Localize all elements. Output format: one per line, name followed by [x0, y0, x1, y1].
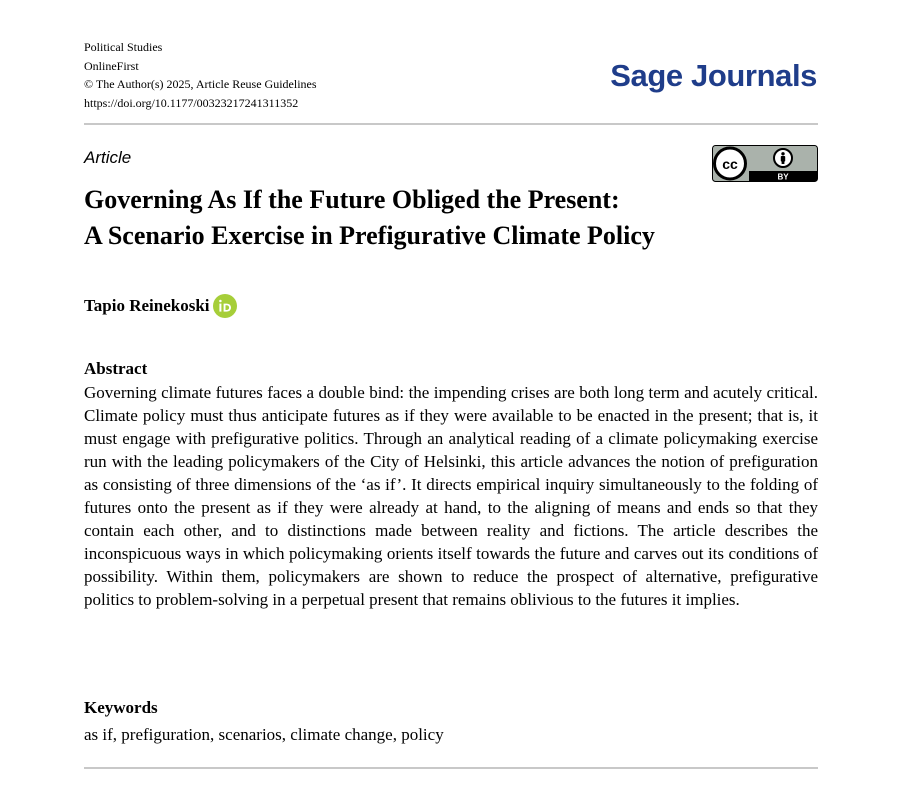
abstract-heading: Abstract [84, 359, 148, 378]
author-name[interactable]: Tapio Reinekoski [84, 296, 210, 315]
article-metadata [84, 38, 317, 112]
article-type-label: Article [84, 148, 132, 167]
copyright-line[interactable]: © The Author(s) 2025, Article Reuse Guidelines [84, 77, 317, 91]
doi-link[interactable]: https://doi.org/10.1177/00323217241311352 [84, 95, 299, 110]
keywords-list: as if, prefiguration, scenarios, climate change, policy [84, 725, 444, 744]
title-line-1: Governing As If the Future Obliged the Present: [84, 185, 620, 214]
title-line-2: A Scenario Exercise in Prefigurative Climate Policy [84, 221, 655, 250]
footer-divider [84, 767, 818, 769]
attribution-icon [774, 149, 792, 167]
issue-label: OnlineFirst [84, 58, 139, 73]
svg-text:cc: cc [722, 156, 738, 172]
article-title [84, 182, 818, 254]
cc-icon [715, 148, 746, 179]
abstract-text: Governing climate futures faces a double bind: the impending crises are both long term and acutely critical. Climate policy must thus anticipate futures as if they were available to be enacted in the present; that is, it must engage with prefigurative politics. Through an analytical reading of a climate policymaking exercise run with the leading policymakers of the City of Helsinki, this article advances the notion of prefiguration as consisting of three dimensions of the ‘as if’. It directs empirical inquiry simultaneously to the folding of futures onto the present as if they were already at hand, to the aligning of means and ends so that they contain each other, and to distinctions made between reality and fictions. The article describes the inconspicuous ways in which policymaking orients itself towards the future and carves out its conditions of possibility. Within them, policymakers are shown to reduce the prospect of alternative, prefigurative politics to problem-solving in a perpetual present that remains oblivious to the futures it implies. [84, 383, 818, 609]
sage-journals-logo [610, 58, 817, 94]
keywords-heading: Keywords [84, 698, 158, 717]
logo-text: Sage Journals [610, 58, 817, 93]
journal-name: Political Studies [84, 40, 163, 54]
header-divider [84, 123, 818, 125]
author-line [84, 293, 237, 319]
orcid-icon[interactable] [213, 294, 237, 318]
cc-by-license-badge[interactable] [712, 145, 818, 182]
license-code: BY [777, 172, 789, 182]
